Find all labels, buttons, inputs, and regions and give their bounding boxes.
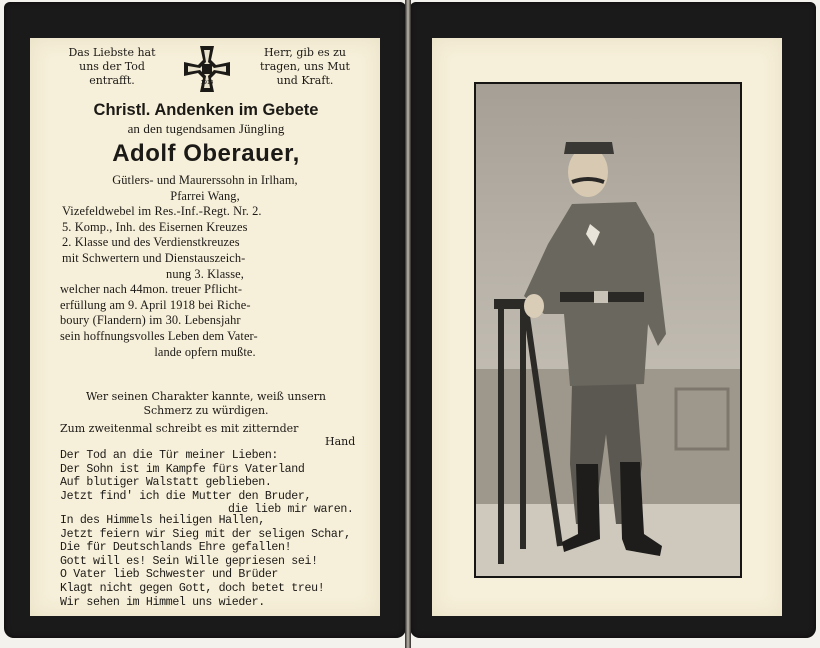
bio-line: mit Schwertern und Dienstauszeich- (62, 250, 246, 265)
bio-block (40, 173, 370, 360)
poem-line: Der Tod an die Tür meiner Lieben: (60, 449, 279, 462)
poem-line-tail: die lieb mir waren. (228, 503, 354, 516)
corner-right-line: tragen, uns Mut (260, 60, 350, 73)
bio-line: sein hoffnungsvolles Leben dem Vater- (60, 328, 258, 343)
corner-left-line: entrafft. (89, 74, 135, 87)
card-heading: Christl. Andenken im Gebete (93, 101, 319, 119)
poem-line: Jetzt feiern wir Sieg mit der seligen Schar, (60, 527, 351, 541)
corner-verse-left (52, 46, 172, 88)
character-line: Schmerz zu würdigen. (143, 404, 269, 417)
hand-word: Hand (325, 435, 356, 448)
poem-line: Der Sohn ist im Kampfe fürs Vaterland (60, 462, 305, 476)
character-note (40, 390, 372, 418)
second-time-line: Zum zweitenmal schreibt es mit zitternder (60, 422, 299, 435)
poem-line: Wir sehen im Himmel uns wieder. (60, 595, 265, 609)
corner-left-line: uns der Tod (79, 60, 145, 73)
card-fold (405, 0, 411, 648)
corner-left-line: Das Liebste hat (68, 46, 156, 59)
poem-line: Gott will es! Sein Wille gepriesen sei! (60, 554, 318, 568)
corner-right-line: Herr, gib es zu (263, 46, 347, 59)
bio-line: lande opfern mußte. (154, 344, 256, 359)
poem-line: Auf blutiger Walstatt geblieben. (60, 476, 272, 490)
poem-stanza-2 (60, 514, 351, 609)
poem-line: Die für Deutschlands Ehre gefallen! (60, 541, 292, 555)
bio-line: erfüllung am 9. April 1918 bei Riche- (60, 297, 251, 312)
bio-line: Gütlers- und Maurerssohn in Irlham, (112, 173, 298, 187)
soldier-figure-image (476, 84, 740, 576)
bio-line: boury (Flandern) im 30. Lebensjahr (60, 313, 241, 328)
iron-cross-icon (180, 42, 234, 96)
corner-right-line: und Kraft. (276, 74, 334, 87)
corner-verse-right (242, 46, 368, 88)
soldier-portrait-photo (476, 84, 740, 576)
bio-line: 5. Komp., Inh. des Eisernen Kreuzes (62, 219, 248, 234)
bio-line: 2. Klasse und des Verdienstkreuzes (62, 235, 240, 250)
bio-line: welcher nach 44mon. treuer Pflicht- (60, 282, 243, 297)
poem-line: Jetzt find' ich die Mutter den Bruder, (60, 489, 312, 503)
poem-stanza-1 (60, 449, 311, 503)
cross-inscription: 1914 (200, 80, 214, 86)
deceased-name: Adolf Oberauer, (112, 140, 300, 167)
bio-line: Vizefeldwebel im Res.-Inf.-Regt. Nr. 2. (62, 204, 262, 219)
bio-line: Pfarrei Wang, (170, 188, 240, 203)
card-intro: an den tugendsamen Jüngling (127, 121, 285, 136)
poem-line: In des Himmels heiligen Hallen, (60, 514, 265, 527)
poem-line: Klagt nicht gegen Gott, doch betet treu! (60, 581, 325, 595)
bio-line: nung 3. Klasse, (166, 266, 244, 281)
poem-line: O Vater lieb Schwester und Brüder (60, 568, 279, 582)
character-line: Wer seinen Charakter kannte, weiß unsern (85, 390, 327, 403)
